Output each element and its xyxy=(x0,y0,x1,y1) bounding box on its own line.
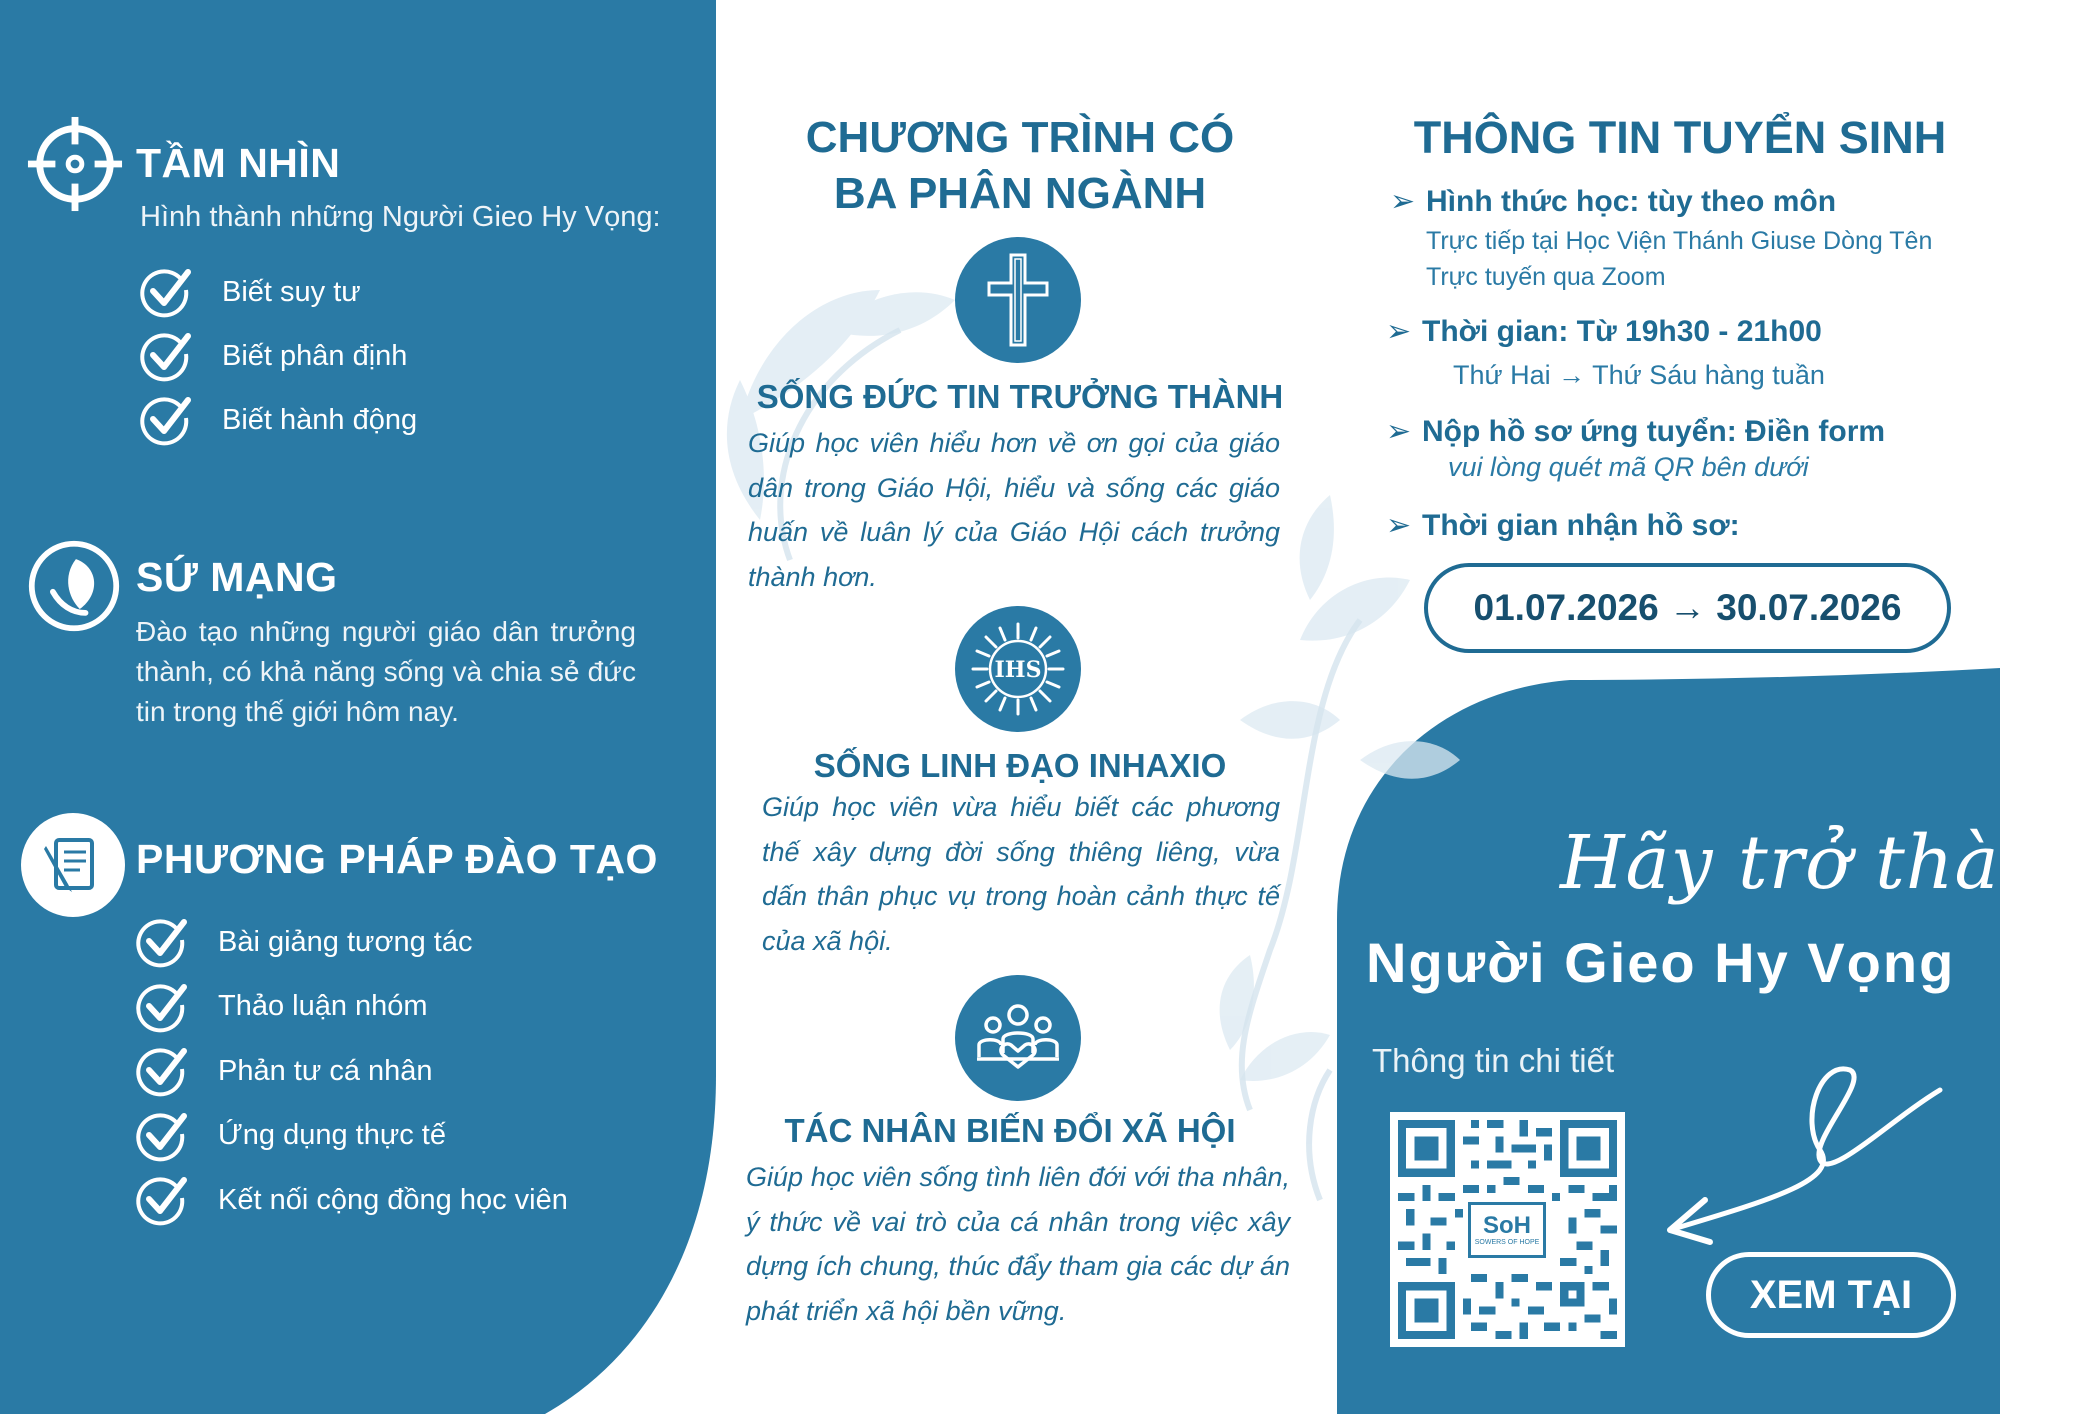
info-deadline xyxy=(1386,508,1740,543)
info-head: Hình thức học: tùy theo môn xyxy=(1426,185,1837,218)
check-circle-icon xyxy=(136,1174,188,1226)
ihs-label: IHS xyxy=(994,657,1042,683)
qr-logo-text: SoH xyxy=(1483,1211,1531,1239)
check-circle-icon xyxy=(136,981,188,1033)
cross-icon xyxy=(955,237,1081,363)
info-study-mode xyxy=(1390,184,1932,295)
list-item xyxy=(136,1168,568,1233)
qr-logo xyxy=(1468,1202,1546,1258)
ihs-sun-icon xyxy=(955,606,1081,732)
list-item-label: Thảo luận nhóm xyxy=(218,990,428,1023)
qr-logo-subtext: SOWERS OF HOPE xyxy=(1474,1238,1540,1246)
arrow-icon: ➢ xyxy=(1386,415,1412,448)
check-circle-icon xyxy=(140,266,192,318)
list-item-label: Kết nối cộng đồng học viên xyxy=(218,1183,568,1216)
list-item xyxy=(140,324,417,388)
list-item-label: Biết hành động xyxy=(222,403,418,436)
check-circle-icon xyxy=(140,394,192,446)
community-heart-icon xyxy=(955,975,1081,1101)
check-circle-icon xyxy=(136,1045,188,1097)
track-title-faith: SỐNG ĐỨC TIN TRƯỞNG THÀNH xyxy=(756,378,1284,415)
arrow-icon: ➢ xyxy=(1386,315,1412,348)
list-item xyxy=(136,910,568,975)
info-head: Thời gian: Từ 19h30 - 21h00 xyxy=(1422,315,1822,348)
mission-text: Đào tạo những người giáo dân trưởng thành, có khả năng sống và chia sẻ đức tin trong thế giới hôm nay. xyxy=(136,616,636,727)
qr-code[interactable] xyxy=(1390,1112,1625,1347)
list-item xyxy=(140,388,417,452)
list-item-label: Bài giảng tương tác xyxy=(218,925,473,958)
swirl-arrow-icon xyxy=(1650,1060,1950,1260)
program-title-line2: BA PHÂN NGÀNH xyxy=(833,169,1207,218)
track-desc-social: Giúp học viên sống tình liên đới với tha nhân, ý thức về vai trò của cá nhân trong việc xây dựng ích chung, thúc đẩy tham gia các dự án phát triển xã hội bền vững. xyxy=(746,1162,1290,1326)
list-item-label: Biết suy tư xyxy=(222,275,361,308)
info-sub: Trực tiếp tại Học Viện Thánh Giuse Dòng Tên xyxy=(1426,227,1933,255)
vision-intro: Hình thành những Người Gieo Hy Vọng: xyxy=(140,201,661,233)
check-circle-icon xyxy=(136,916,188,968)
left-panel xyxy=(0,0,720,1414)
detail-label: Thông tin chi tiết xyxy=(1372,1042,1615,1079)
cta-name: Người Gieo Hy Vọng xyxy=(1366,931,1956,994)
info-sub: vui lòng quét mã QR bên dưới xyxy=(1448,452,1809,482)
check-circle-icon xyxy=(140,330,192,382)
info-sub: Trực tuyến qua Zoom xyxy=(1426,263,1666,291)
document-pen-icon xyxy=(20,812,126,918)
cta-script-text: Hãy trở thành xyxy=(1560,820,2097,906)
list-item-label: Biết phân định xyxy=(222,339,408,372)
leaf-hand-icon xyxy=(26,538,122,634)
arrow-icon: ➢ xyxy=(1386,509,1412,542)
list-item-label: Ứng dụng thực tế xyxy=(218,1119,446,1152)
view-button[interactable]: XEM TẠI xyxy=(1706,1252,1956,1338)
info-application xyxy=(1386,414,1885,485)
track-desc-ignatian: Giúp học viên vừa hiểu biết các phương thế xây dựng đời sống thiêng liêng, vừa dấn thân phục vụ trong hoàn cảnh thực tế của xã hội. xyxy=(762,792,1280,956)
list-item xyxy=(136,1104,568,1169)
list-item-label: Phản tư cá nhân xyxy=(218,1054,433,1087)
program-title xyxy=(740,110,1300,222)
date-range: 01.07.2026 → 30.07.2026 xyxy=(1424,563,1951,653)
method-title: PHƯƠNG PHÁP ĐÀO TẠO xyxy=(136,836,658,882)
target-icon xyxy=(26,115,124,213)
info-sub: Thứ Hai → Thứ Sáu hàng tuần xyxy=(1453,360,1825,390)
admission-title: THÔNG TIN TUYỂN SINH xyxy=(1413,112,1947,163)
list-item xyxy=(136,975,568,1040)
mission-title: SỨ MẠNG xyxy=(136,554,338,600)
info-head: Nộp hồ sơ ứng tuyển: Điền form xyxy=(1422,415,1886,448)
list-item xyxy=(140,260,417,324)
list-item xyxy=(136,1039,568,1104)
info-schedule xyxy=(1386,314,1825,393)
vision-list xyxy=(140,260,417,452)
vision-title: TẦM NHÌN xyxy=(136,140,341,186)
info-head: Thời gian nhận hồ sơ: xyxy=(1422,509,1740,542)
check-circle-icon xyxy=(136,1110,188,1162)
program-title-line1: CHƯƠNG TRÌNH CÓ xyxy=(805,113,1235,162)
method-list xyxy=(136,910,568,1233)
arrow-icon: ➢ xyxy=(1390,185,1416,218)
track-title-ignatian: SỐNG LINH ĐẠO INHAXIO xyxy=(813,747,1227,784)
track-title-social: TÁC NHÂN BIẾN ĐỔI XÃ HỘI xyxy=(784,1112,1236,1149)
track-desc-faith: Giúp học viên hiểu hơn về ơn gọi của giáo dân trong Giáo Hội, hiểu và sống các giáo huấn về luân lý của Giáo Hội cách trưởng thành hơn. xyxy=(748,428,1280,592)
